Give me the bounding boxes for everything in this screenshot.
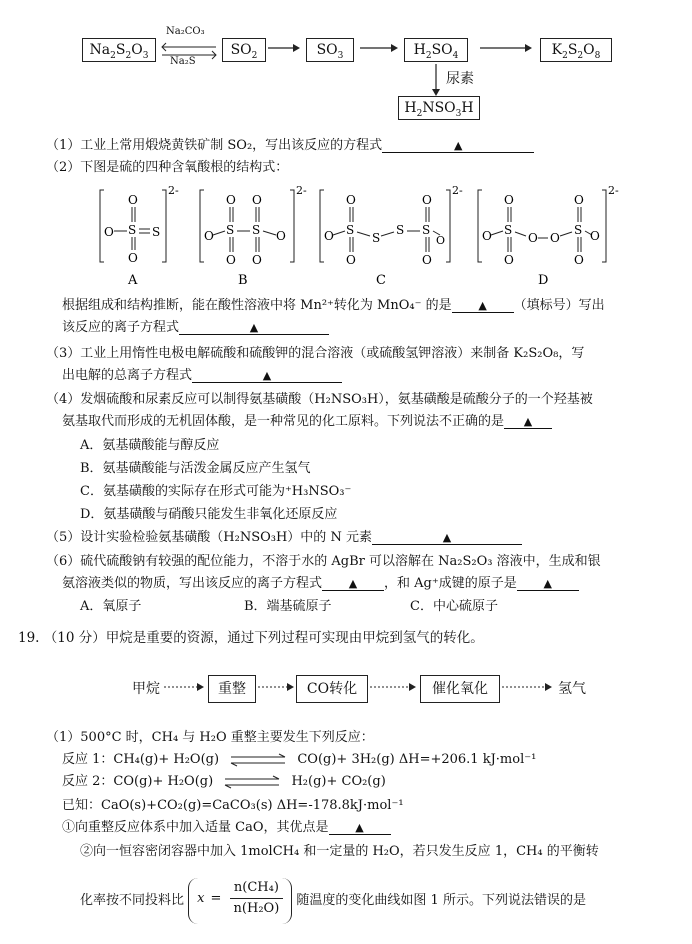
atom: S — [346, 223, 355, 237]
question-6-line1: （6）硫代硫酸钠有较强的配位能力，不溶于水的 AgBr 可以溶解在 Na₂S₂O₃ 溶液中，生成和银 — [46, 554, 601, 569]
dotted-arrow-icon — [368, 681, 418, 693]
answer-blank[interactable]: ▲ — [329, 818, 391, 835]
atom: O — [276, 229, 286, 243]
structure-charge: 2- — [168, 184, 179, 197]
structure-d — [478, 184, 619, 267]
atom: O — [252, 193, 262, 207]
sub-question-2-cont: 化率按不同投料比 x = $\frac{\text{n(CH₄)}}{\text{n(H₂O)}}$ 随温度的变化曲线如图 1 所示。下列说法错误的是 — [80, 876, 586, 926]
atom: S — [128, 223, 137, 237]
answer-blank[interactable]: ▲ — [452, 296, 514, 313]
atom: O — [504, 253, 514, 267]
question-3-line2: 出电解的总离子方程式 ▲ — [62, 366, 342, 386]
atom: O — [128, 193, 138, 207]
oxoanion-structures — [90, 180, 630, 290]
reaction-1: 反应 1：CH₄(g)+ H₂O(g) CO(g)+ 3H₂(g) ΔH=+206.1 kJ·mol⁻¹ — [62, 752, 537, 767]
option-a[interactable]: A．氨基磺酸能与醇反应 — [80, 438, 220, 453]
atom: S — [574, 223, 583, 237]
atom: O — [436, 234, 446, 247]
atom: S — [372, 231, 381, 245]
box-k2s2o8: $K_2S_2O_8$ — [540, 38, 612, 62]
feed-ratio-formula: x = $\frac{\text{n(CH₄)}}{\text{n(H₂O)}}$ — [188, 878, 292, 924]
question-2: （2）下图是硫的四种含氧酸根的结构式： — [46, 160, 289, 175]
atom: O — [574, 253, 584, 267]
atom: S — [226, 223, 235, 237]
atom: S — [396, 223, 405, 237]
flow-box-catalytic-oxidation: 催化氧化 — [420, 675, 500, 703]
atom: O — [346, 253, 356, 267]
option-b[interactable]: B．氨基磺酸能与活泼金属反应产生氢气 — [80, 461, 311, 476]
atom: O — [128, 251, 138, 265]
atom: O — [324, 229, 334, 243]
atom: O — [422, 193, 432, 207]
dotted-arrow-icon — [162, 681, 206, 693]
structure-label-b: B — [238, 273, 248, 288]
box-h2nso3h: $H_2NSO_3H$ — [398, 96, 480, 120]
atom: S — [504, 223, 513, 237]
equilibrium-arrows — [158, 40, 220, 62]
reaction-2: 反应 2：CO(g)+ H₂O(g) H₂(g)+ CO₂(g) — [62, 774, 386, 789]
box-so3: $SO_3$ — [306, 38, 354, 62]
atom: O — [204, 229, 214, 243]
atom: S — [152, 225, 161, 239]
atom: O — [226, 253, 236, 267]
sub-question-1: ①向重整反应体系中加入适量 CaO，其优点是 ▲ — [62, 818, 391, 838]
label-na2co3: Na₂CO₃ — [166, 26, 205, 37]
question-5: （5）设计实验检验氨基磺酸（H₂NSO₃H）中的 N 元素 ▲ — [46, 528, 522, 548]
structure-c — [320, 184, 463, 267]
answer-blank[interactable]: ▲ — [382, 136, 534, 153]
structure-charge: 2- — [452, 184, 463, 197]
atom: S — [252, 223, 261, 237]
option-a[interactable]: A．氧原子 — [80, 599, 142, 614]
box-so2: $SO_2$ — [222, 38, 266, 62]
question-2-equation: 该反应的离子方程式 ▲ — [62, 318, 329, 338]
option-c[interactable]: C．氨基磺酸的实际存在形式可能为⁺H₃NSO₃⁻ — [80, 484, 352, 499]
equilibrium-arrows — [227, 753, 289, 767]
equilibrium-arrows — [221, 775, 283, 789]
question-1: （1）工业上常用煅烧黄铁矿制 SO₂，写出该反应的方程式 ▲ — [46, 136, 534, 156]
answer-blank[interactable]: ▲ — [179, 318, 329, 335]
flow-end: 氢气 — [558, 681, 586, 697]
option-c[interactable]: C．中心硫原子 — [410, 599, 498, 614]
dotted-arrow-icon — [500, 681, 554, 693]
atom: O — [346, 193, 356, 207]
atom: S — [422, 223, 431, 237]
sub-question-2: ②向一恒容密闭容器中加入 1molCH₄ 和一定量的 H₂O，若只发生反应 1，CH₄ 的平衡转 — [80, 844, 599, 859]
box-h2so4: $H_2SO_4$ — [404, 38, 468, 62]
atom: O — [574, 193, 584, 207]
fraction-denominator: n(H₂O) — [233, 901, 280, 916]
answer-blank[interactable]: ▲ — [372, 528, 522, 545]
structure-charge: 2- — [608, 184, 619, 197]
label-urea: 尿素 — [446, 71, 474, 87]
option-d[interactable]: D．氨基磺酸与硝酸只能发生非氧化还原反应 — [80, 507, 338, 522]
atom: O — [104, 225, 114, 239]
question-2-prompt: 根据组成和结构推断，能在酸性溶液中将 Mn²⁺转化为 MnO₄⁻ 的是 ▲ （填标号）写出 — [62, 298, 605, 313]
question-6-line2: 氨溶液类似的物质，写出该反应的离子方程式 ▲ ，和 Ag⁺成键的原子是 ▲ — [62, 574, 579, 594]
part-1-intro: （1）500°C 时，CH₄ 与 H₂O 重整主要发生下列反应： — [46, 730, 374, 745]
question-4-line1: （4）发烟硫酸和尿素反应可以制得氨基磺酸（H₂NSO₃H），氨基磺酸是硫酸分子的一个羟基被 — [46, 392, 593, 407]
box-na2s2o3: $Na_2S_2O_3$ — [82, 38, 156, 62]
question-3-line1: （3）工业上用惰性电极电解硫酸和硫酸钾的混合溶液（或硫酸氢钾溶液）来制备 K₂S₂O₈，写 — [46, 346, 585, 361]
arrow-icon — [478, 42, 534, 54]
answer-blank[interactable]: ▲ — [192, 366, 342, 383]
atom: O — [550, 231, 560, 245]
structure-label-a: A — [128, 273, 138, 288]
atom: O — [482, 229, 492, 243]
atom: O — [226, 193, 236, 207]
structure-a — [100, 184, 179, 265]
answer-blank[interactable]: ▲ — [504, 412, 552, 429]
answer-blank[interactable]: ▲ — [322, 574, 384, 591]
arrow-icon — [358, 42, 400, 54]
flow-start: 甲烷 — [132, 681, 160, 697]
atom: O — [590, 229, 600, 243]
structure-label-c: C — [376, 273, 386, 288]
flow-box-reform: 重整 — [208, 675, 256, 703]
down-arrow-icon — [430, 62, 442, 98]
structure-charge: 2- — [296, 184, 307, 197]
structure-label-d: D — [538, 273, 549, 288]
question-4-line2: 氨基取代而形成的无机固体酸，是一种常见的化工原料。下列说法不正确的是 ▲ — [62, 412, 552, 432]
known-reaction: 已知：CaO(s)+CO₂(g)=CaCO₃(s) ΔH=-178.8kJ·mol⁻¹ — [62, 798, 404, 813]
answer-blank[interactable]: ▲ — [517, 574, 579, 591]
atom: O — [252, 253, 262, 267]
label-na2s: Na₂S — [170, 56, 196, 67]
question-19: 19. （10 分）甲烷是重要的资源，通过下列过程可实现由甲烷到氢气的转化。 — [18, 630, 484, 646]
structure-b — [200, 184, 307, 267]
flow-box-co-shift: CO转化 — [296, 675, 368, 703]
atom: O — [504, 193, 514, 207]
dotted-arrow-icon — [256, 681, 296, 693]
option-b[interactable]: B．端基硫原子 — [244, 599, 332, 614]
arrow-icon — [266, 42, 302, 54]
atom: O — [528, 231, 538, 245]
atom: O — [422, 253, 432, 267]
fraction-numerator: n(CH₄) — [230, 878, 284, 899]
